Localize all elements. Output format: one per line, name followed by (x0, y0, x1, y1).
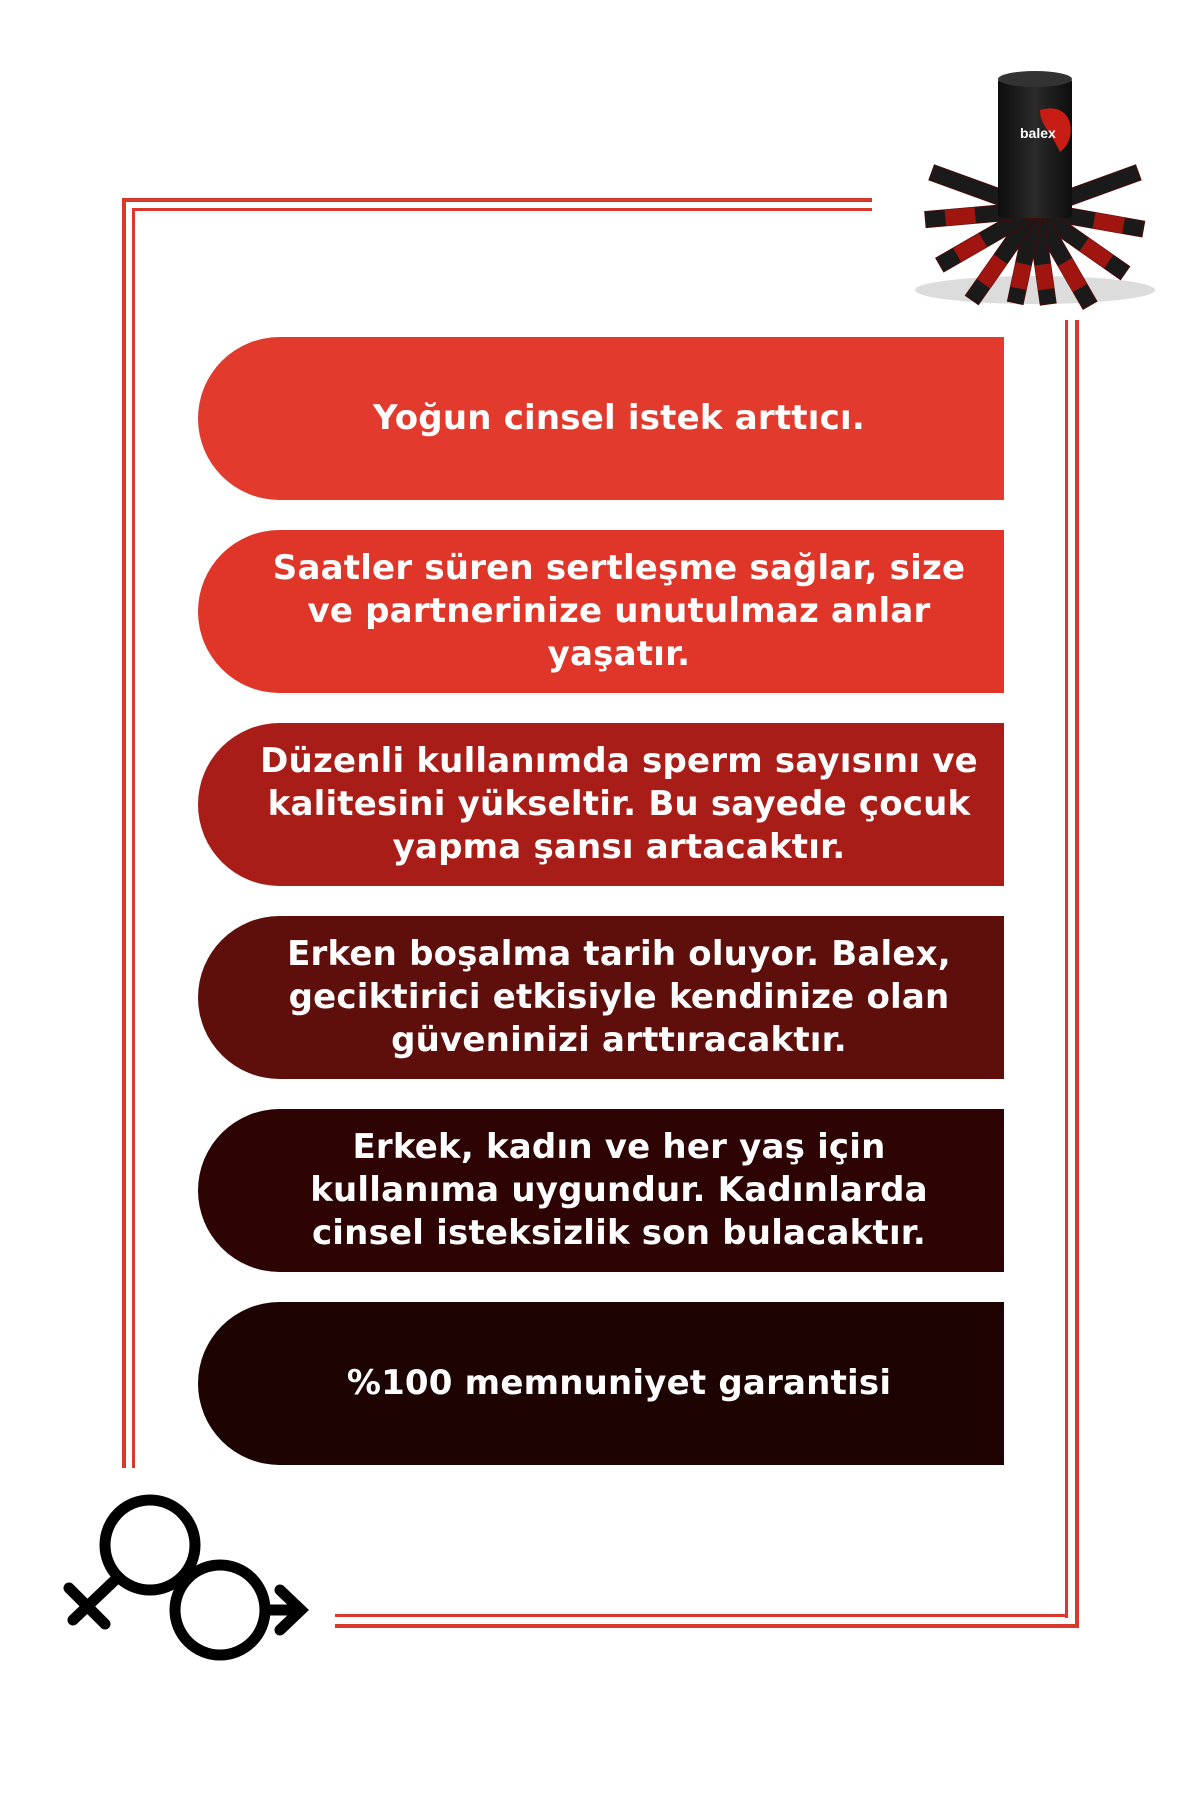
frame-bottom-line-inner (335, 1614, 1068, 1617)
banner-text: Saatler süren sertleşme sağlar, size ve partnerinize unutulmaz anlar yaşatır. (272, 548, 966, 674)
banner-text: Düzenli kullanımda sperm sayısını ve kalitesini yükseltir. Bu sayede çocuk yapma şansı artacaktır. (260, 741, 978, 867)
banner-text: %100 memnuniyet garantisi (346, 1363, 892, 1403)
frame-left-line-inner (132, 208, 135, 1468)
frame-top-line-outer (122, 198, 872, 202)
frame-right-line-outer (1075, 320, 1079, 1628)
frame-top-line-inner (132, 208, 872, 211)
banner-text: Erkek, kadın ve her yaş için kullanıma uygundur. Kadınlarda cinsel isteksizlik son bulacaktır. (310, 1127, 928, 1253)
banner-sperm (198, 723, 1004, 886)
frame-left-line-outer (122, 198, 126, 1468)
frame-bottom-line-outer (335, 1624, 1079, 1628)
frame-right-line-inner (1065, 320, 1068, 1618)
product-brand-label: balex (1020, 125, 1056, 141)
banner-guarantee (198, 1302, 1004, 1465)
banner-libido (198, 337, 1004, 500)
banner-all-ages (198, 1109, 1004, 1272)
product-package-image (890, 70, 1180, 310)
gender-symbol-icon (55, 1490, 315, 1670)
banner-erection (198, 530, 1004, 693)
banner-early-ejaculation (198, 916, 1004, 1079)
banner-text: Yoğun cinsel istek arttıcı. (373, 398, 865, 438)
banner-text: Erken boşalma tarih oluyor. Balex, geciktirici etkisiyle kendinize olan güveninizi arttıracaktır. (287, 934, 951, 1060)
